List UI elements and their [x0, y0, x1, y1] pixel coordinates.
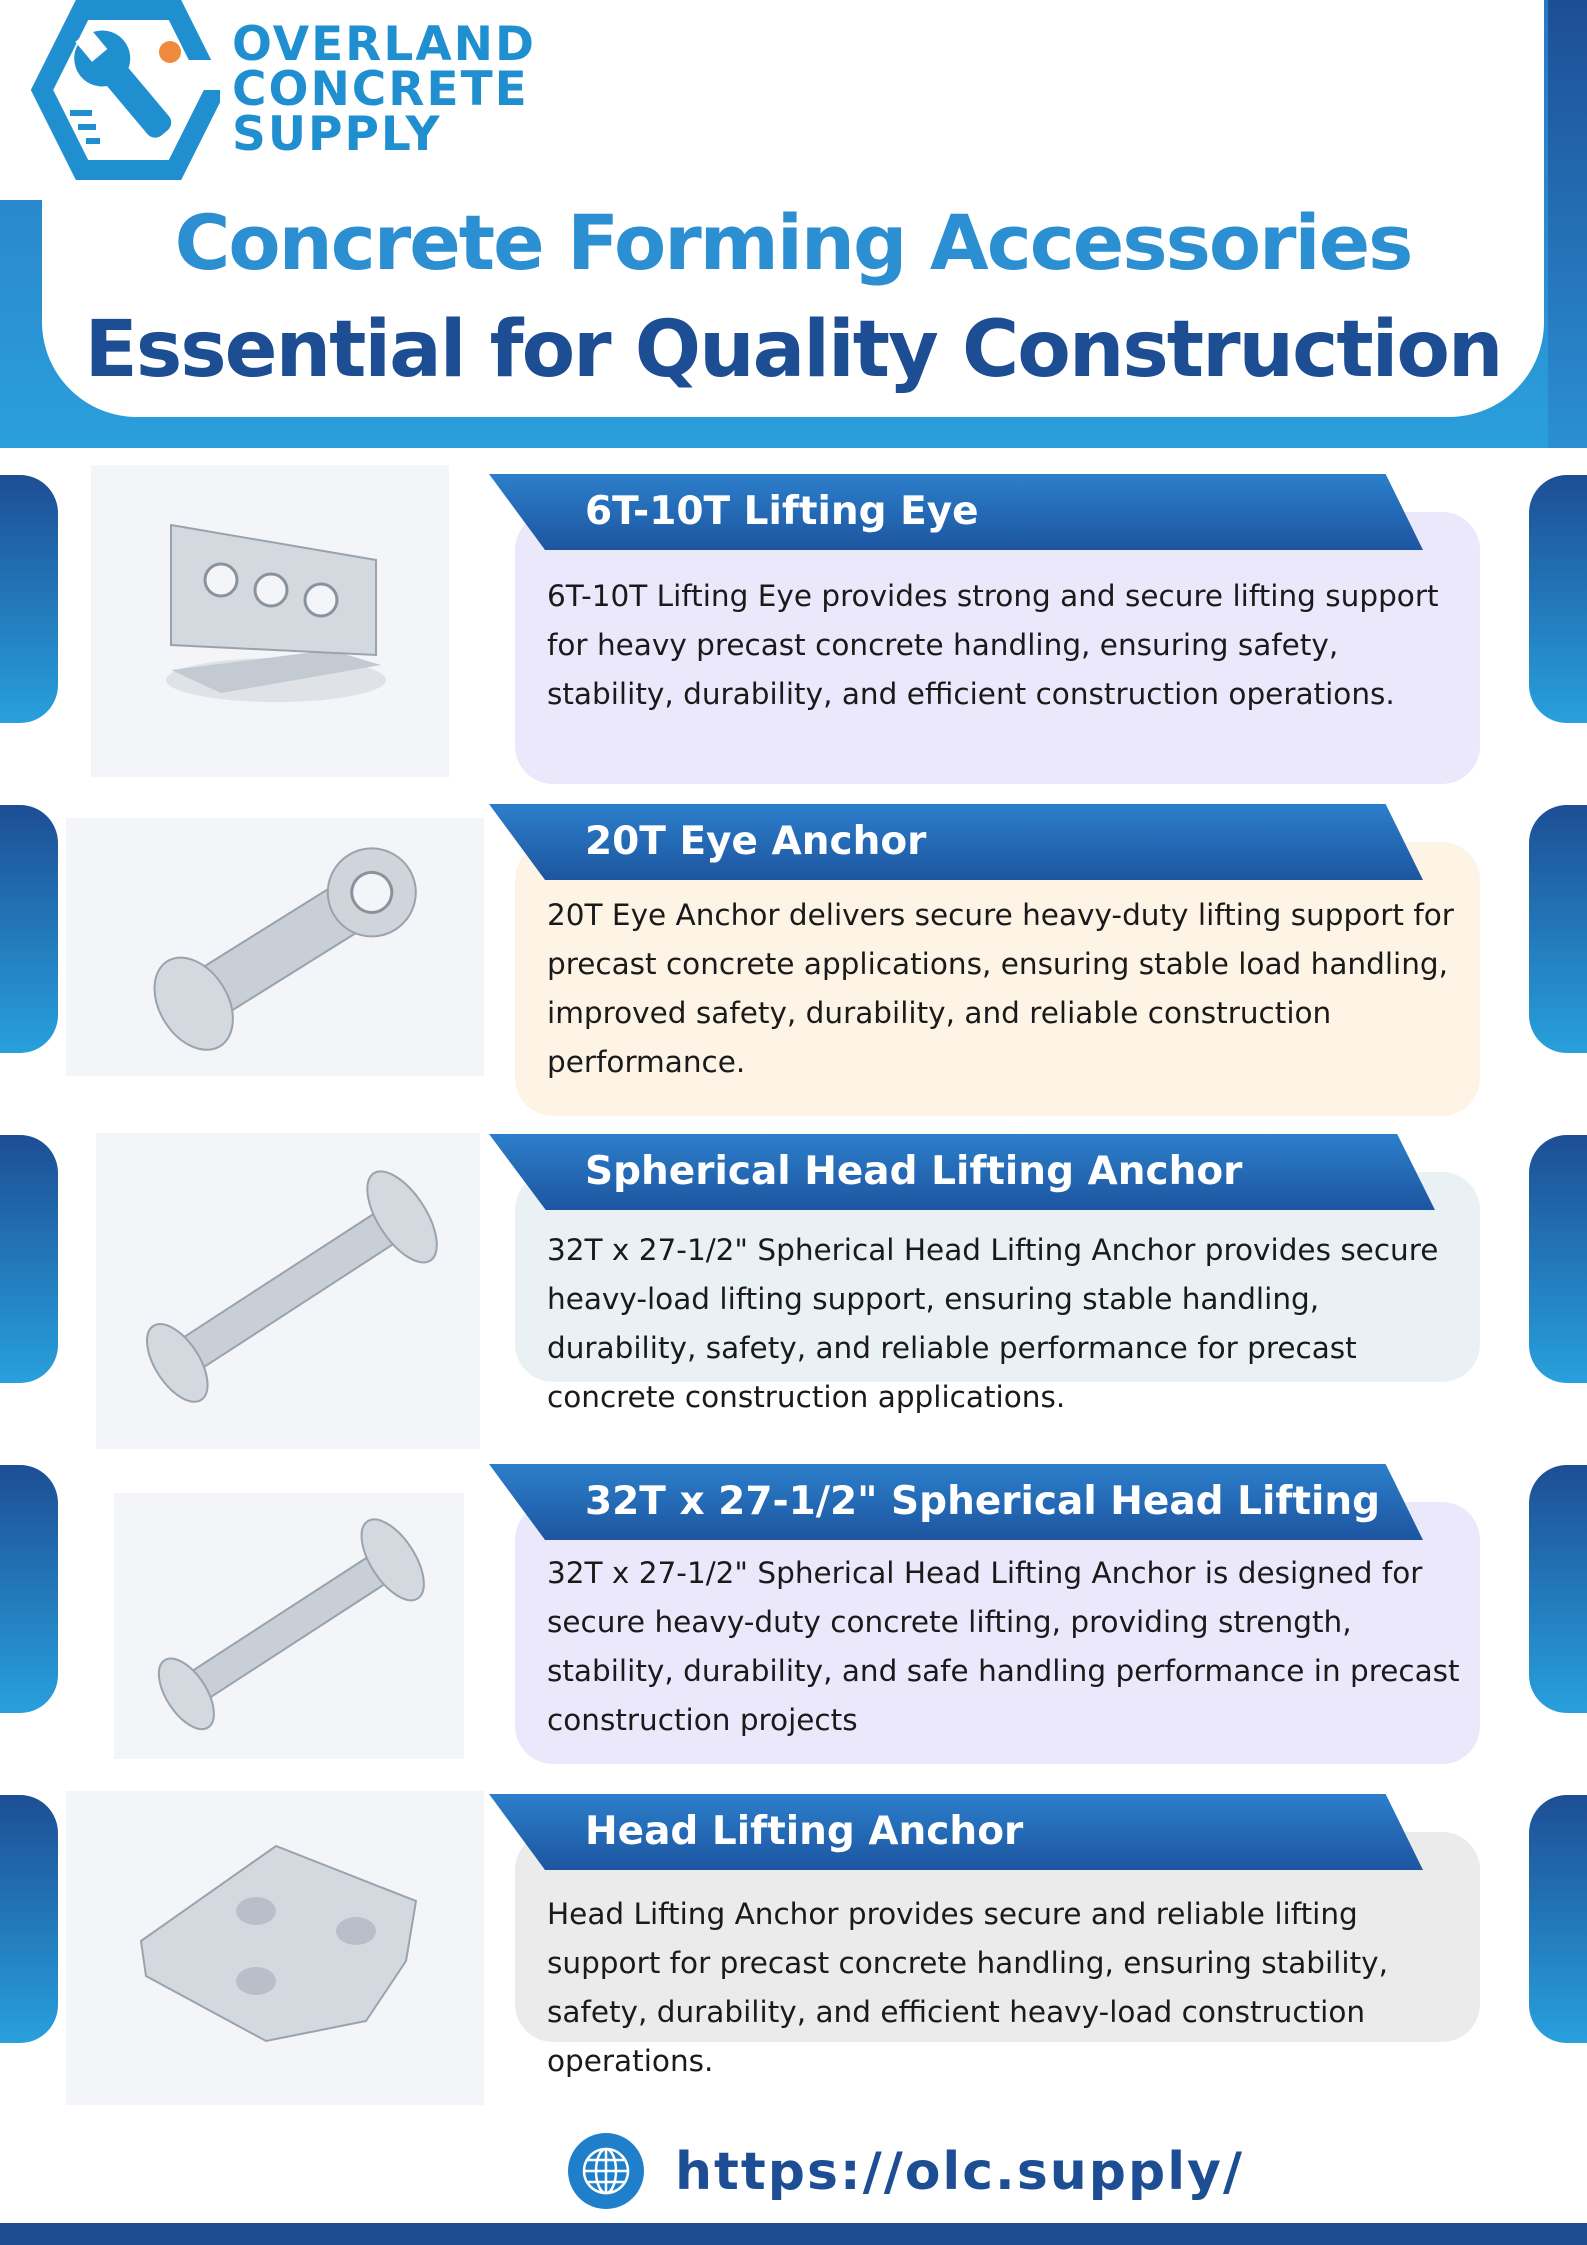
product-description: 20T Eye Anchor delivers secure heavy-duty lifting support for precast concrete applications, ensuring stable load handling, improved safety, durability, and reliable construction performance. [547, 898, 1454, 1079]
side-tab-right [1529, 805, 1587, 1053]
product-photo-spherical-head-lifting [114, 1493, 464, 1759]
side-tab-right [1529, 475, 1587, 723]
brand-line-1: OVERLAND [232, 17, 537, 72]
side-tab-right [1529, 1135, 1587, 1383]
brand-logo-icon [20, 0, 220, 190]
product-description: 32T x 27-1/2" Spherical Head Lifting Anchor provides secure heavy-load lifting support, ensuring stable handling, durability, safety, and reliable performance for precast concrete construction applications. [547, 1233, 1439, 1414]
side-tab-right [1529, 1795, 1587, 2043]
side-tab-left [0, 805, 58, 1053]
product-title: 20T Eye Anchor [585, 819, 927, 864]
headline-line-2: Essential for Quality Construction [84, 305, 1502, 395]
product-title: Spherical Head Lifting Anchor [585, 1149, 1243, 1194]
globe-icon [568, 2133, 644, 2209]
product-title: 32T x 27-1/2" Spherical Head Lifting [585, 1479, 1381, 1524]
brand-wordmark [232, 17, 537, 162]
product-description: Head Lifting Anchor provides secure and reliable lifting support for precast concrete handling, ensuring stability, safety, durability, and efficient heavy-load construction operations. [547, 1897, 1388, 2078]
product-photo-lifting-eye [91, 465, 449, 777]
product-photo-spherical-head-anchor [96, 1133, 480, 1449]
brand-line-2: CONCRETE [232, 62, 529, 117]
side-tab-left [0, 475, 58, 723]
website-link[interactable]: https://olc.supply/ [675, 2142, 1244, 2202]
product-description: 32T x 27-1/2" Spherical Head Lifting Anchor is designed for secure heavy-duty concrete lifting, providing strength, stability, durability, and safe handling performance in precast construction projects [547, 1556, 1460, 1737]
brand-line-3: SUPPLY [232, 107, 442, 162]
product-title: 6T-10T Lifting Eye [585, 489, 979, 534]
product-photo-eye-anchor [66, 818, 484, 1076]
side-tab-left [0, 1795, 58, 2043]
headline-line-1: Concrete Forming Accessories [174, 198, 1412, 287]
bottom-bar [0, 2223, 1587, 2245]
header-right-strip [1548, 0, 1587, 448]
side-tab-left [0, 1465, 58, 1713]
side-tab-left [0, 1135, 58, 1383]
side-tab-right [1529, 1465, 1587, 1713]
product-title: Head Lifting Anchor [585, 1809, 1024, 1854]
product-description: 6T-10T Lifting Eye provides strong and secure lifting support for heavy precast concrete handling, ensuring safety, stability, durability, and efficient construction operations. [547, 579, 1439, 711]
product-photo-head-lifting-anchor [66, 1791, 484, 2105]
